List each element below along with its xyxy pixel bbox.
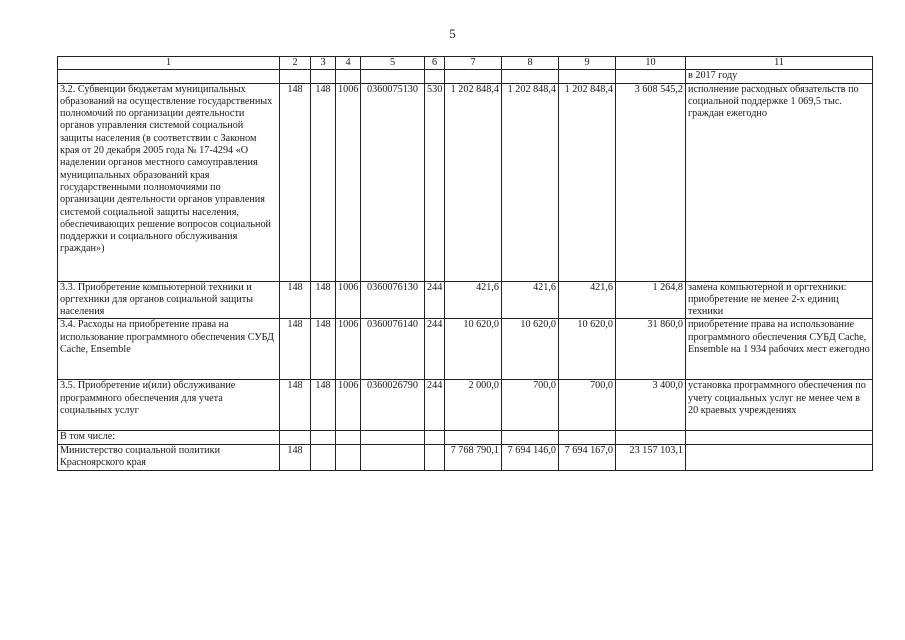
cell-c3: 148 <box>311 380 336 431</box>
year-note: в 2017 году <box>686 70 873 83</box>
cell-c10: 1 264,8 <box>616 281 686 319</box>
column-header: 2 <box>280 57 311 70</box>
table-row <box>58 281 873 319</box>
cell-c9: 1 202 848,4 <box>559 83 616 281</box>
cell-c6: 530 <box>425 83 445 281</box>
row-name: 3.3. Приобретение компьютерной техники и оргтехники для органов социальной защиты населения <box>58 281 280 319</box>
empty-cell <box>361 70 425 83</box>
including-row <box>58 431 873 444</box>
page-number: 5 <box>449 26 456 41</box>
empty-cell <box>311 70 336 83</box>
empty-cell <box>616 70 686 83</box>
empty-cell <box>559 70 616 83</box>
cell-c5: 0360076130 <box>361 281 425 319</box>
cell-c7: 10 620,0 <box>445 319 502 380</box>
cell-c9: 421,6 <box>559 281 616 319</box>
table-row <box>58 83 873 281</box>
cell-c7: 421,6 <box>445 281 502 319</box>
cell-c11: исполнение расходных обязательств по социальной поддержке 1 069,5 тыс. граждан ежегодно <box>686 83 873 281</box>
cell-c10: 31 860,0 <box>616 319 686 380</box>
cell-c11: замена компьютерной и оргтехники: приобретение не менее 2-х единиц техники <box>686 281 873 319</box>
empty-cell <box>445 70 502 83</box>
cell-c5: 0360026790 <box>361 380 425 431</box>
column-header: 8 <box>502 57 559 70</box>
ministry-name: Министерство социальной политики Красноярского края <box>58 444 280 470</box>
column-header: 5 <box>361 57 425 70</box>
cell-c6: 244 <box>425 319 445 380</box>
cell-c9: 7 694 167,0 <box>559 444 616 470</box>
row-name: 3.4. Расходы на приобретение права на использование программного обеспечения СУБД Cache, Ensemble <box>58 319 280 380</box>
cell-c11: установка программного обеспечения по учету социальных услуг не менее чем в 20 краевых учреждениях <box>686 380 873 431</box>
cell-c3: 148 <box>311 83 336 281</box>
cell-c2: 148 <box>280 83 311 281</box>
cell-c3: 148 <box>311 281 336 319</box>
empty-cell <box>445 431 502 444</box>
cell-c7: 1 202 848,4 <box>445 83 502 281</box>
cell-c5: 0360075130 <box>361 83 425 281</box>
table-row <box>58 380 873 431</box>
empty-cell <box>425 70 445 83</box>
cell-c8: 10 620,0 <box>502 319 559 380</box>
empty-cell <box>502 431 559 444</box>
cell-c7: 7 768 790,1 <box>445 444 502 470</box>
empty-cell <box>686 431 873 444</box>
column-header: 3 <box>311 57 336 70</box>
cell-c10: 3 400,0 <box>616 380 686 431</box>
cell-c5: 0360076140 <box>361 319 425 380</box>
empty-cell <box>686 444 873 470</box>
empty-cell <box>280 70 311 83</box>
cell-c8: 700,0 <box>502 380 559 431</box>
empty-cell <box>425 431 445 444</box>
cell-c6: 244 <box>425 281 445 319</box>
row-name: 3.5. Приобретение и(или) обслуживание программного обеспечения для учета социальных услуг <box>58 380 280 431</box>
cell-c2: 148 <box>280 380 311 431</box>
empty-cell <box>336 70 361 83</box>
empty-cell <box>58 70 280 83</box>
cell-c4: 1006 <box>336 281 361 319</box>
cell-c10: 3 608 545,2 <box>616 83 686 281</box>
cell-c4: 1006 <box>336 83 361 281</box>
empty-cell <box>311 431 336 444</box>
cell-c11: приобретение права на использование программного обеспечения СУБД Cache, Ensemble на 1 934 рабочих мест ежегодно <box>686 319 873 380</box>
empty-cell <box>502 70 559 83</box>
cell-c2: 148 <box>280 281 311 319</box>
empty-cell <box>361 444 425 470</box>
empty-cell <box>336 431 361 444</box>
cell-c2: 148 <box>280 444 311 470</box>
column-header: 6 <box>425 57 445 70</box>
empty-cell <box>311 444 336 470</box>
including-label: В том числе: <box>58 431 280 444</box>
cell-c6: 244 <box>425 380 445 431</box>
cell-c4: 1006 <box>336 319 361 380</box>
cell-c8: 421,6 <box>502 281 559 319</box>
column-number-row <box>58 57 873 70</box>
cell-c7: 2 000,0 <box>445 380 502 431</box>
cell-c8: 1 202 848,4 <box>502 83 559 281</box>
column-header: 4 <box>336 57 361 70</box>
empty-cell <box>559 431 616 444</box>
cell-c9: 700,0 <box>559 380 616 431</box>
column-header: 9 <box>559 57 616 70</box>
cell-c3: 148 <box>311 319 336 380</box>
row-name: 3.2. Субвенции бюджетам муниципальных образований на осуществление государственных полномочий по организации деятельности органов управления системой социальной защиты населения (в соответствии с Законом края от 20 декабря 2005 года № 17-4294 «О наделении органов местного самоуправления муниципальных образований края государственными полномочиями по организации деятельности органов управления системой социальной защиты населения, обеспечивающих решение вопросов социальной поддержки и социального обслуживания граждан») <box>58 83 280 281</box>
empty-cell <box>425 444 445 470</box>
cell-c8: 7 694 146,0 <box>502 444 559 470</box>
empty-cell <box>280 431 311 444</box>
empty-cell <box>361 431 425 444</box>
year-note-row <box>58 70 873 83</box>
cell-c9: 10 620,0 <box>559 319 616 380</box>
column-header: 10 <box>616 57 686 70</box>
cell-c10: 23 157 103,1 <box>616 444 686 470</box>
empty-cell <box>616 431 686 444</box>
empty-cell <box>336 444 361 470</box>
cell-c4: 1006 <box>336 380 361 431</box>
ministry-row <box>58 444 873 470</box>
column-header: 11 <box>686 57 873 70</box>
table-row <box>58 319 873 380</box>
cell-c2: 148 <box>280 319 311 380</box>
budget-table <box>57 56 873 471</box>
column-header: 7 <box>445 57 502 70</box>
column-header: 1 <box>58 57 280 70</box>
